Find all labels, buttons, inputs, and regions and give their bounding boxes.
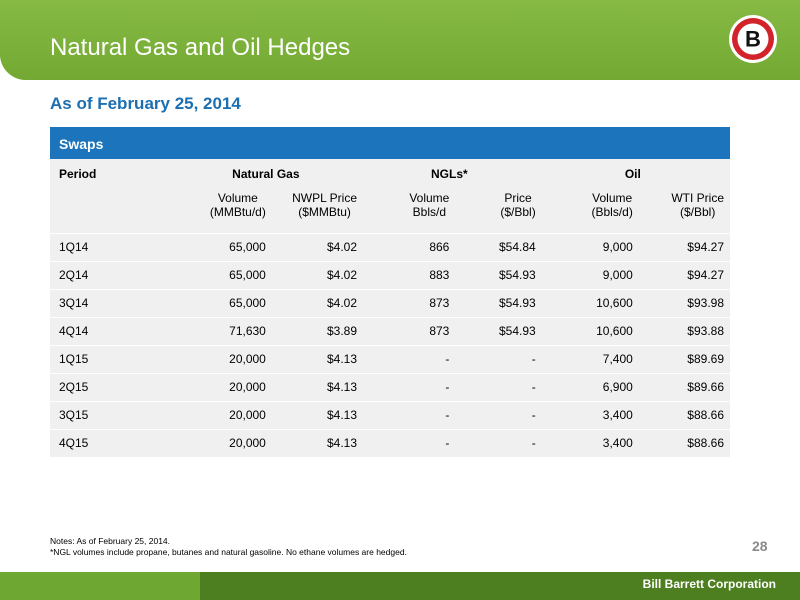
cell-gas-volume: 20,000 [169, 401, 266, 429]
cell-oil-volume: 10,600 [536, 317, 633, 345]
table-row [50, 289, 730, 317]
sub-header-gas-price: NWPL Price ($MMBtu) [292, 191, 357, 219]
cell-oil-price: $88.66 [633, 429, 730, 457]
page-number: 28 [752, 538, 768, 554]
cell-oil-price: $94.27 [633, 233, 730, 261]
period: 1Q15 [50, 345, 169, 373]
cell-ngl-volume: - [363, 429, 449, 457]
cell-ngl-price: $54.93 [449, 289, 535, 317]
cell-oil-price: $89.66 [633, 373, 730, 401]
note-line-2: *NGL volumes include propane, butanes and natural gasoline. No ethane volumes are hedged. [50, 547, 407, 557]
swaps-table [50, 159, 730, 457]
cell-ngl-price: - [449, 429, 535, 457]
cell-oil-price: $88.66 [633, 401, 730, 429]
sub-header-gas-volume: Volume (MMBtu/d) [209, 191, 266, 219]
cell-ngl-volume: 873 [363, 289, 449, 317]
table-row [50, 233, 730, 261]
cell-gas-price: $4.02 [266, 289, 363, 317]
period: 2Q15 [50, 373, 169, 401]
period-header: Period [59, 167, 97, 181]
period: 3Q15 [50, 401, 169, 429]
cell-gas-price: $4.13 [266, 373, 363, 401]
cell-gas-price: $3.89 [266, 317, 363, 345]
note-line-1: Notes: As of February 25, 2014. [50, 536, 171, 546]
footer-left-bar [0, 572, 200, 600]
cell-gas-volume: 65,000 [169, 261, 266, 289]
cell-ngl-volume: - [363, 345, 449, 373]
cell-oil-volume: 9,000 [536, 233, 633, 261]
cell-gas-volume: 20,000 [169, 373, 266, 401]
cell-gas-volume: 20,000 [169, 345, 266, 373]
cell-ngl-volume: 883 [363, 261, 449, 289]
cell-gas-price: $4.13 [266, 345, 363, 373]
cell-oil-price: $94.27 [633, 261, 730, 289]
cell-oil-volume: 3,400 [536, 429, 633, 457]
period: 4Q15 [50, 429, 169, 457]
cell-ngl-volume: 866 [363, 233, 449, 261]
table-row [50, 429, 730, 457]
cell-ngl-volume: - [363, 401, 449, 429]
cell-ngl-price: - [449, 401, 535, 429]
cell-oil-volume: 3,400 [536, 401, 633, 429]
cell-ngl-price: - [449, 373, 535, 401]
table-row [50, 317, 730, 345]
sub-header-ngl-price: Price ($/Bbl) [500, 191, 536, 219]
cell-gas-volume: 20,000 [169, 429, 266, 457]
title-bar [0, 0, 800, 80]
oil-header: Oil [624, 167, 641, 181]
table-row [50, 345, 730, 373]
cell-oil-volume: 10,600 [536, 289, 633, 317]
table-row [50, 401, 730, 429]
swaps-section-header: Swaps [50, 127, 730, 159]
cell-ngl-price: - [449, 345, 535, 373]
cell-oil-volume: 7,400 [536, 345, 633, 373]
table-row [50, 261, 730, 289]
logo-letter: B [745, 26, 761, 52]
period: 4Q14 [50, 317, 169, 345]
page-title: Natural Gas and Oil Hedges [50, 34, 351, 61]
cell-gas-volume: 71,630 [169, 317, 266, 345]
cell-oil-price: $93.88 [633, 317, 730, 345]
cell-gas-price: $4.13 [266, 429, 363, 457]
cell-oil-price: $89.69 [633, 345, 730, 373]
period: 2Q14 [50, 261, 169, 289]
cell-gas-price: $4.13 [266, 401, 363, 429]
sub-header-oil-price: WTI Price ($/Bbl) [671, 191, 724, 219]
cell-ngl-price: $54.93 [449, 261, 535, 289]
cell-ngl-price: $54.84 [449, 233, 535, 261]
footer-right-bar [200, 572, 800, 600]
cell-gas-volume: 65,000 [169, 233, 266, 261]
company-logo-icon [728, 14, 778, 64]
sub-header-ngl-volume: Volume Bbls/d [409, 191, 450, 219]
cell-oil-volume: 9,000 [536, 261, 633, 289]
group-header-row [50, 159, 730, 189]
subtitle: As of February 25, 2014 [50, 94, 241, 113]
cell-ngl-volume: 873 [363, 317, 449, 345]
ngls-header: NGLs* [431, 167, 468, 181]
period: 3Q14 [50, 289, 169, 317]
period: 1Q14 [50, 233, 169, 261]
cell-oil-price: $93.98 [633, 289, 730, 317]
cell-gas-price: $4.02 [266, 261, 363, 289]
hedges-table [50, 127, 730, 457]
cell-gas-price: $4.02 [266, 233, 363, 261]
company-name: Bill Barrett Corporation [642, 577, 776, 591]
cell-ngl-price: $54.93 [449, 317, 535, 345]
sub-header-oil-volume: Volume (Bbls/d) [591, 191, 633, 219]
cell-oil-volume: 6,900 [536, 373, 633, 401]
cell-ngl-volume: - [363, 373, 449, 401]
sub-header-row [50, 189, 730, 233]
footnotes [50, 536, 407, 558]
table-row [50, 373, 730, 401]
natural-gas-header: Natural Gas [232, 167, 300, 181]
cell-gas-volume: 65,000 [169, 289, 266, 317]
